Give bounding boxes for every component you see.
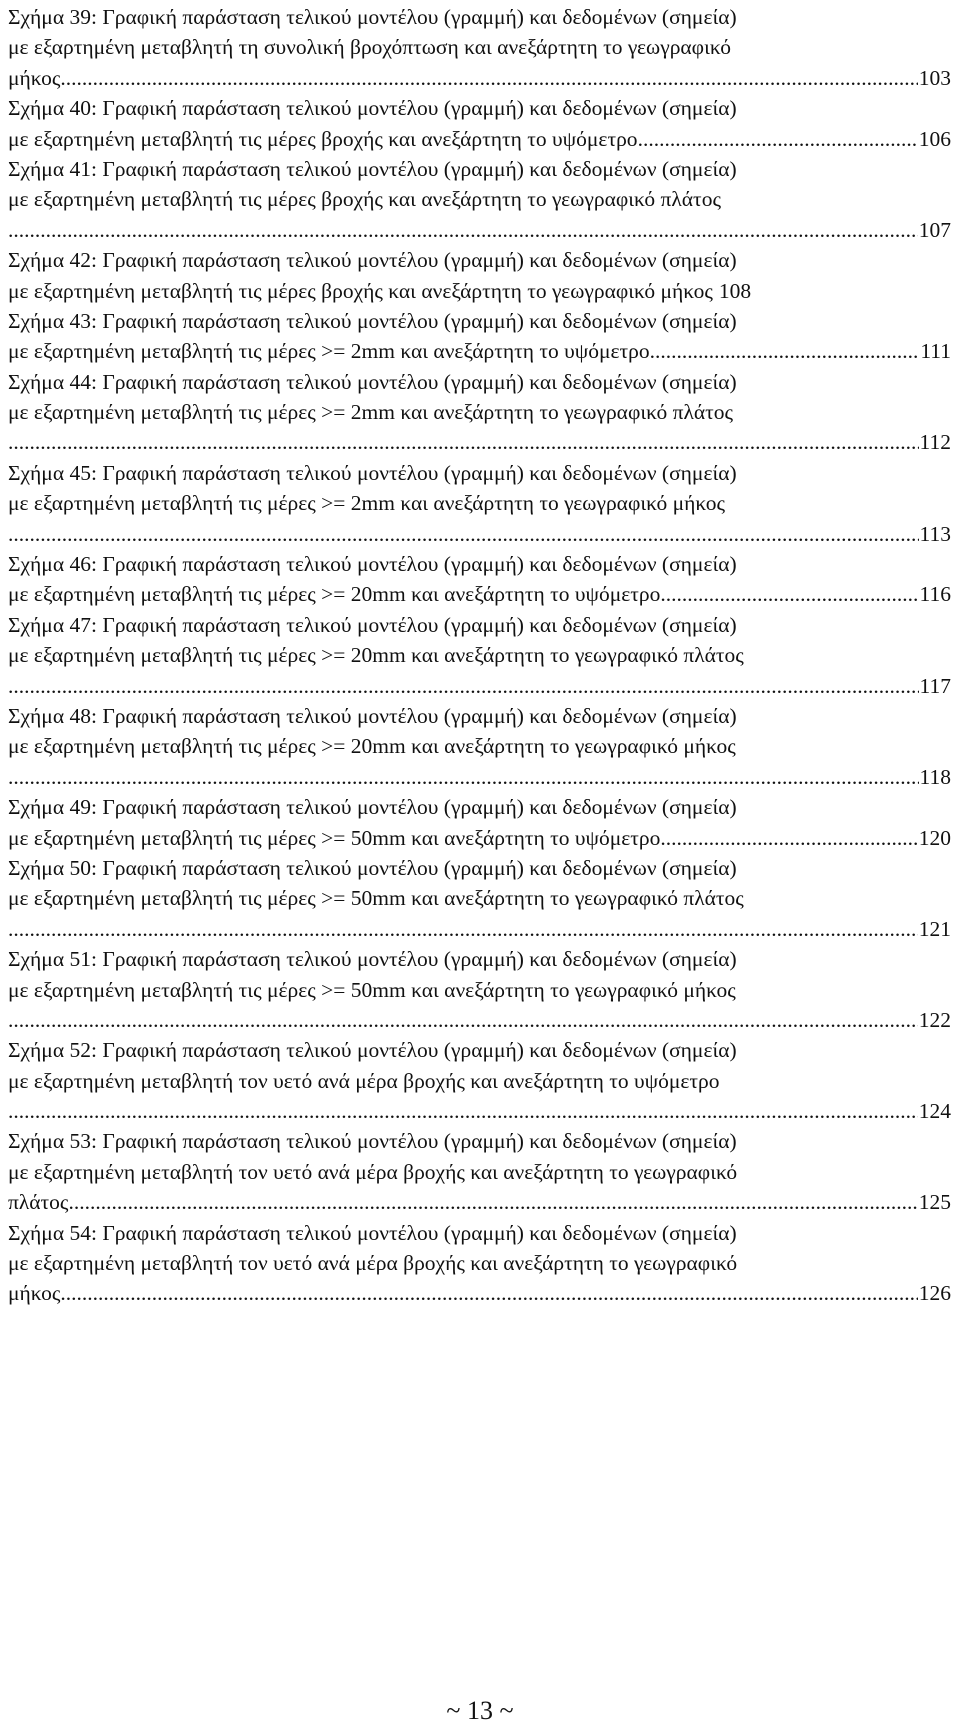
figure-entry[interactable] bbox=[8, 93, 951, 154]
entry-page-number[interactable]: 118 bbox=[919, 764, 951, 789]
entry-tail-text: με εξαρτημένη μεταβλητή τις μέρες >= 50mm και ανεξάρτητη το υψόμετρο bbox=[8, 825, 661, 850]
figure-entry[interactable] bbox=[8, 154, 951, 245]
dot-leader bbox=[8, 671, 919, 701]
entry-text-line: Σχήμα 53: Γραφική παράσταση τελικού μοντέλου (γραμμή) και δεδομένων (σημεία) bbox=[8, 1129, 737, 1154]
dot-leader bbox=[660, 823, 917, 853]
entry-page-number[interactable]: 126 bbox=[918, 1281, 951, 1306]
entry-text-line: Σχήμα 50: Γραφική παράσταση τελικού μοντέλου (γραμμή) και δεδομένων (σημεία) bbox=[8, 855, 737, 880]
entry-text-line: Σχήμα 52: Γραφική παράσταση τελικού μοντέλου (γραμμή) και δεδομένων (σημεία) bbox=[8, 1038, 737, 1063]
entry-text-line: Σχήμα 45: Γραφική παράσταση τελικού μοντέλου (γραμμή) και δεδομένων (σημεία) bbox=[8, 460, 737, 485]
entry-page-number[interactable]: 108 bbox=[718, 278, 752, 303]
entry-text-line: Σχήμα 48: Γραφική παράσταση τελικού μοντέλου (γραμμή) και δεδομένων (σημεία) bbox=[8, 703, 737, 728]
entry-page-number[interactable]: 106 bbox=[918, 126, 951, 151]
figure-entry[interactable] bbox=[8, 367, 951, 458]
entry-last-line bbox=[8, 1278, 951, 1308]
figure-entry[interactable] bbox=[8, 1035, 951, 1126]
figure-entry[interactable] bbox=[8, 701, 951, 792]
figure-entry[interactable] bbox=[8, 1126, 951, 1217]
entry-last-line bbox=[8, 336, 951, 366]
figure-entry[interactable] bbox=[8, 306, 951, 367]
entry-text-line: Σχήμα 39: Γραφική παράσταση τελικού μοντέλου (γραμμή) και δεδομένων (σημεία) bbox=[8, 5, 737, 29]
entry-last-line bbox=[8, 1096, 951, 1126]
figure-entry[interactable] bbox=[8, 944, 951, 1035]
entry-tail-text: με εξαρτημένη μεταβλητή τις μέρες βροχής και ανεξάρτητη το γεωγραφικό μήκος bbox=[8, 278, 713, 303]
entry-text-line: με εξαρτημένη μεταβλητή τον υετό ανά μέρα βροχής και ανεξάρτητη το υψόμετρο bbox=[8, 1068, 720, 1093]
entry-text-line: με εξαρτημένη μεταβλητή τη συνολική βροχόπτωση και ανεξάρτητη το γεωγραφικό bbox=[8, 35, 731, 60]
figure-entry[interactable] bbox=[8, 2, 951, 93]
entry-last-line bbox=[8, 671, 951, 701]
entry-page-number[interactable]: 112 bbox=[919, 430, 951, 455]
entry-text-line: με εξαρτημένη μεταβλητή τις μέρες βροχής και ανεξάρτητη το γεωγραφικό πλάτος bbox=[8, 187, 721, 212]
entry-last-line bbox=[8, 579, 951, 609]
entry-last-line bbox=[8, 1187, 951, 1217]
dot-leader bbox=[650, 336, 920, 366]
entry-text-line: Σχήμα 40: Γραφική παράσταση τελικού μοντέλου (γραμμή) και δεδομένων (σημεία) bbox=[8, 96, 737, 121]
list-of-figures bbox=[8, 2, 951, 1309]
entry-text-line: Σχήμα 49: Γραφική παράσταση τελικού μοντέλου (γραμμή) και δεδομένων (σημεία) bbox=[8, 795, 737, 820]
dot-leader bbox=[8, 914, 918, 944]
figure-entry[interactable] bbox=[8, 792, 951, 853]
dot-leader bbox=[8, 762, 919, 792]
figure-entry[interactable] bbox=[8, 549, 951, 610]
entry-text-line: με εξαρτημένη μεταβλητή τις μέρες >= 20mm και ανεξάρτητη το γεωγραφικό πλάτος bbox=[8, 643, 744, 668]
dot-leader bbox=[8, 1096, 918, 1126]
entry-text-line: Σχήμα 43: Γραφική παράσταση τελικού μοντέλου (γραμμή) και δεδομένων (σημεία) bbox=[8, 308, 737, 333]
entry-last-line bbox=[8, 823, 951, 853]
entry-tail-text: πλάτος bbox=[8, 1190, 69, 1215]
entry-page-number[interactable]: 121 bbox=[918, 916, 951, 941]
entry-last-line bbox=[8, 427, 951, 457]
figure-entry[interactable] bbox=[8, 610, 951, 701]
dot-leader bbox=[60, 63, 917, 93]
entry-text-line: Σχήμα 46: Γραφική παράσταση τελικού μοντέλου (γραμμή) και δεδομένων (σημεία) bbox=[8, 552, 737, 577]
entry-last-line bbox=[8, 762, 951, 792]
entry-page-number[interactable]: 117 bbox=[919, 673, 951, 698]
entry-text-line: Σχήμα 54: Γραφική παράσταση τελικού μοντέλου (γραμμή) και δεδομένων (σημεία) bbox=[8, 1220, 737, 1245]
entry-last-line bbox=[8, 276, 951, 306]
entry-last-line bbox=[8, 124, 951, 154]
entry-text-line: με εξαρτημένη μεταβλητή τις μέρες >= 2mm και ανεξάρτητη το γεωγραφικό πλάτος bbox=[8, 400, 734, 425]
entry-text-line: Σχήμα 41: Γραφική παράσταση τελικού μοντέλου (γραμμή) και δεδομένων (σημεία) bbox=[8, 156, 737, 181]
entry-page-number[interactable]: 103 bbox=[918, 65, 951, 90]
figure-entry[interactable] bbox=[8, 1218, 951, 1309]
entry-tail-text: με εξαρτημένη μεταβλητή τις μέρες >= 20mm και ανεξάρτητη το υψόμετρο bbox=[8, 582, 661, 607]
dot-leader bbox=[60, 1278, 917, 1308]
entry-tail-text: με εξαρτημένη μεταβλητή τις μέρες >= 2mm και ανεξάρτητη το υψόμετρο bbox=[8, 339, 650, 364]
entry-tail-text: με εξαρτημένη μεταβλητή τις μέρες βροχής και ανεξάρτητη το υψόμετρο bbox=[8, 126, 638, 151]
entry-text-line: Σχήμα 44: Γραφική παράσταση τελικού μοντέλου (γραμμή) και δεδομένων (σημεία) bbox=[8, 369, 737, 394]
entry-last-line bbox=[8, 1005, 951, 1035]
entry-text-line: με εξαρτημένη μεταβλητή τις μέρες >= 50mm και ανεξάρτητη το γεωγραφικό μήκος bbox=[8, 977, 736, 1002]
entry-page-number[interactable]: 116 bbox=[919, 582, 951, 607]
entry-text-line: με εξαρτημένη μεταβλητή τις μέρες >= 20mm και ανεξάρτητη το γεωγραφικό μήκος bbox=[8, 734, 736, 759]
entry-text-line: με εξαρτημένη μεταβλητή τις μέρες >= 50mm και ανεξάρτητη το γεωγραφικό πλάτος bbox=[8, 886, 744, 911]
page-number-footer: ~ 13 ~ bbox=[446, 1696, 514, 1725]
entry-page-number[interactable]: 113 bbox=[919, 521, 951, 546]
entry-last-line bbox=[8, 63, 951, 93]
dot-leader bbox=[68, 1187, 917, 1217]
entry-page-number[interactable]: 122 bbox=[918, 1007, 951, 1032]
entry-tail-text: μήκος bbox=[8, 65, 61, 90]
entry-tail-text: μήκος bbox=[8, 1281, 61, 1306]
entry-text-line: με εξαρτημένη μεταβλητή τις μέρες >= 2mm και ανεξάρτητη το γεωγραφικό μήκος bbox=[8, 491, 726, 516]
figure-entry[interactable] bbox=[8, 458, 951, 549]
entry-page-number[interactable]: 125 bbox=[918, 1190, 951, 1215]
entry-last-line bbox=[8, 914, 951, 944]
entry-text-line: Σχήμα 51: Γραφική παράσταση τελικού μοντέλου (γραμμή) και δεδομένων (σημεία) bbox=[8, 947, 737, 972]
entry-text-line: με εξαρτημένη μεταβλητή τον υετό ανά μέρα βροχής και ανεξάρτητη το γεωγραφικό bbox=[8, 1251, 738, 1276]
entry-last-line bbox=[8, 519, 951, 549]
entry-page-number[interactable]: 107 bbox=[918, 217, 951, 242]
dot-leader bbox=[8, 519, 919, 549]
entry-page-number[interactable]: 111 bbox=[920, 339, 951, 364]
dot-leader bbox=[8, 1005, 918, 1035]
entry-text-line: με εξαρτημένη μεταβλητή τον υετό ανά μέρα βροχής και ανεξάρτητη το γεωγραφικό bbox=[8, 1159, 738, 1184]
figure-entry[interactable] bbox=[8, 853, 951, 944]
entry-text-line: Σχήμα 47: Γραφική παράσταση τελικού μοντέλου (γραμμή) και δεδομένων (σημεία) bbox=[8, 612, 737, 637]
dot-leader bbox=[638, 124, 918, 154]
entry-text-line: Σχήμα 42: Γραφική παράσταση τελικού μοντέλου (γραμμή) και δεδομένων (σημεία) bbox=[8, 248, 737, 273]
dot-leader bbox=[8, 215, 918, 245]
dot-leader bbox=[660, 579, 918, 609]
entry-page-number[interactable]: 120 bbox=[918, 825, 951, 850]
dot-leader bbox=[8, 427, 919, 457]
figure-entry[interactable] bbox=[8, 245, 951, 306]
entry-last-line bbox=[8, 215, 951, 245]
entry-page-number[interactable]: 124 bbox=[918, 1099, 951, 1124]
